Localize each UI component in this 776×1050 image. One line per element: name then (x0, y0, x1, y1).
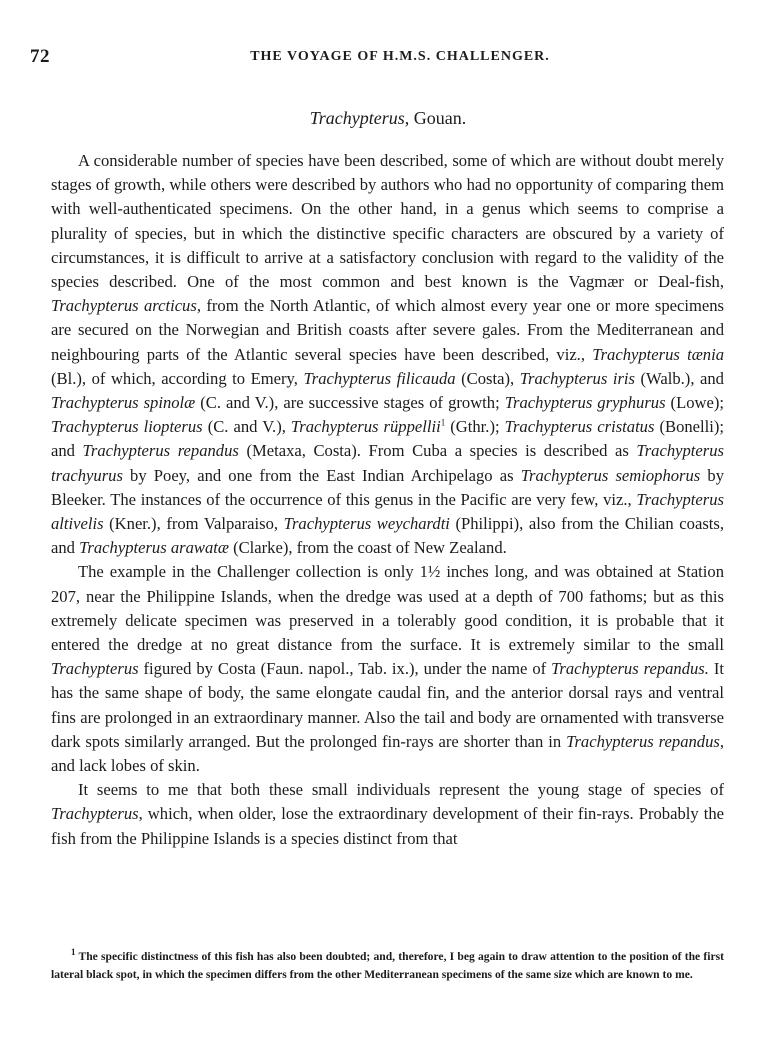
footnote-marker: 1 (71, 947, 76, 958)
italic-name: Trachypterus gryphurus (504, 393, 666, 413)
paragraph (51, 149, 724, 560)
text-run: (C. and V.), (202, 417, 291, 437)
text-run: by Bleeker. The instances of the occurrence of this genus in the Pacific are very few, viz., (51, 465, 725, 509)
page-header (30, 46, 730, 70)
text-run: (C. and V.), are successive stages of growth; (195, 393, 505, 413)
body-text (51, 149, 724, 851)
page-number: 72 (30, 46, 50, 67)
text-run: (Kner.), from Valparaiso, (103, 514, 284, 534)
genus-author: , Gouan. (404, 108, 467, 128)
italic-name: Trachypterus iris (519, 368, 635, 388)
text-run: (Gthr.); (445, 417, 505, 437)
genus-name: Trachypterus (309, 108, 405, 128)
text-run: It has the same shape of body, the same elongate caudal fin, and the anterior dorsal rays and ventral fins are prolonged in an extraordinary manner. Also the tail and body are ornamented with transverse dark spots similarly arranged. But the prolonged fin-rays are shorter than in (51, 659, 724, 751)
italic-name: Trachypterus repandus (566, 731, 720, 751)
italic-name: Trachypterus semiophorus (520, 465, 701, 485)
text-run: (Lowe); (665, 393, 725, 413)
text-run: A considerable number of species have been described, some of which are without doubt merely stages of growth, while others were described by authors who had no opportunity of comparing them with well-authenticated specimens. On the other hand, in a genus which seems to comprise a plurality of species, but in which the distinctive specific characters are obscured by a variety of circumstances, it is difficult to arrive at a satisfactory conclusion with regard to the validity of the species described. One of the most common and best known is the Vagmær or Deal-fish, (51, 151, 724, 292)
footnote (51, 948, 724, 983)
text-run: , from the North Atlantic, of which almost every year one or more specimens are secured on the Norwegian and British coasts after severe gales. From the Mediterranean and neighbouring parts of the Atlantic several species have been described, viz., (51, 296, 725, 364)
italic-name: Trachypterus arcticus (51, 296, 197, 316)
text-run: (Philippi), also from the Chilian coasts, and (51, 514, 725, 558)
italic-name: Trachypterus tænia (592, 344, 725, 364)
text-run: , which, when older, lose the extraordinary development of their fin-rays. Probably the fish from the Philippine Islands is a species distinct from that (51, 804, 724, 848)
italic-name: Trachypterus (51, 659, 139, 679)
text-run: (Costa), (455, 368, 520, 388)
text-run: figured by Costa (Faun. napol., Tab. ix.), under the name of (138, 659, 552, 679)
italic-name: Trachypterus altivelis (51, 489, 724, 534)
italic-name: Trachypterus arawatæ (79, 538, 229, 558)
footnote-text: The specific distinctness of this fish has also been doubted; and, therefore, I beg again to draw attention to the position of the first lateral black spot, in which the specimen differs from the other Mediterranean specimens of the same size which are known to me. (51, 950, 724, 981)
italic-name: Trachypterus cristatus (504, 417, 655, 437)
paragraph (51, 778, 724, 851)
footnote-reference: 1 (440, 417, 446, 428)
text-run: , and lack lobes of skin. (51, 731, 724, 776)
italic-name: Trachypterus weychardti (283, 514, 450, 534)
text-run: (Bonelli); and (51, 417, 725, 461)
italic-name: Trachypterus trachyurus (51, 441, 724, 485)
italic-name: Trachypterus (51, 804, 139, 824)
italic-name: Trachypterus filicauda (303, 368, 456, 388)
text-run: (Metaxa, Costa). From Cuba a species is described as (238, 441, 637, 461)
italic-name: Trachypterus repandus (82, 441, 239, 461)
text-run: It seems to me that both these small individuals represent the young stage of species of (78, 780, 724, 800)
paragraph (51, 560, 724, 778)
italic-name: Trachypterus liopterus (51, 417, 203, 437)
text-run: by Poey, and one from the East Indian Archipelago as (122, 465, 521, 485)
text-run: (Bl.), of which, according to Emery, (51, 368, 304, 388)
text-run: (Clarke), from the coast of New Zealand. (228, 538, 507, 558)
text-run: (Walb.), and (634, 368, 724, 388)
text-run: The example in the Challenger collection is only 1½ inches long, and was obtained at Station 207, near the Philippine Islands, when the dredge was used at a depth of 700 fathoms; but as this extremely delicate specimen was preserved in a tolerably good condition, it is probable that it entered the dredge at no great distance from the surface. It is extremely similar to the small (51, 562, 724, 655)
italic-name: Trachypterus spinolæ (51, 393, 196, 413)
section-heading (0, 108, 776, 129)
running-title: THE VOYAGE OF H.M.S. CHALLENGER. (250, 49, 550, 64)
italic-name: Trachypterus rüppellii (290, 417, 441, 437)
italic-name: Trachypterus repandus. (551, 659, 709, 679)
